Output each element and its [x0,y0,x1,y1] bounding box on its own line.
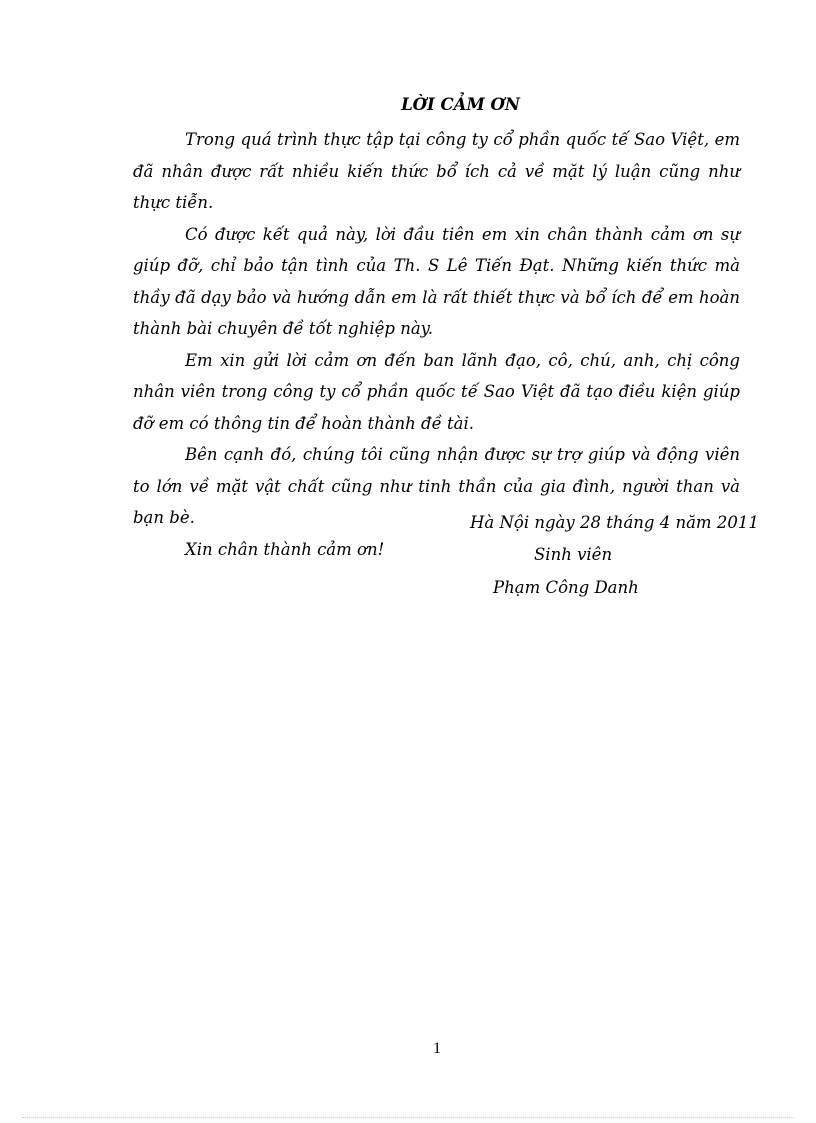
paragraph-2: Có được kết quả này, lời đầu tiên em xin chân thành cảm ơn sự giúp đỡ, chỉ bảo tận tình của Th. S Lê Tiến Đạt. Những kiến thức mà thầy đã dạy bảo và hướng dẫn em là rất thiết thực và bổ ích để em hoàn thành bài chuyên đề tốt nghiệp này. [133,224,740,338]
page-title: LỜI CẢM ƠN [401,95,520,114]
paragraph-5: Xin chân thành cảm ơn! [185,539,385,559]
paragraph-4: Bên cạnh đó, chúng tôi cũng nhận được sự trợ giúp và động viên to lớn về mặt vật chất cũng như tinh thần của gia đình, người than và bạn bè. [133,445,740,527]
paragraph-3: Em xin gửi lời cảm ơn đến ban lãnh đạo, cô, chú, anh, chị công nhân viên trong công ty cổ phần quốc tế Sao Việt đã tạo điều kiện giúp đỡ em có thông tin để hoàn thành đề tài. [133,350,740,433]
page-number: 1 [433,1040,441,1057]
signature-role: Sinh viên [534,545,613,564]
paragraph-1: Trong quá trình thực tập tại công ty cổ phần quốc tế Sao Việt, em đã nhân được rất nhiều kiến thức bổ ích cả về mặt lý luận cũng như thực tiễn. [133,130,740,212]
page-bottom-divider [22,1117,794,1118]
signature-date: Hà Nội ngày 28 tháng 4 năm 2011 [470,513,759,532]
signature-name: Phạm Công Danh [493,578,639,597]
acknowledgement-body [133,124,740,565]
